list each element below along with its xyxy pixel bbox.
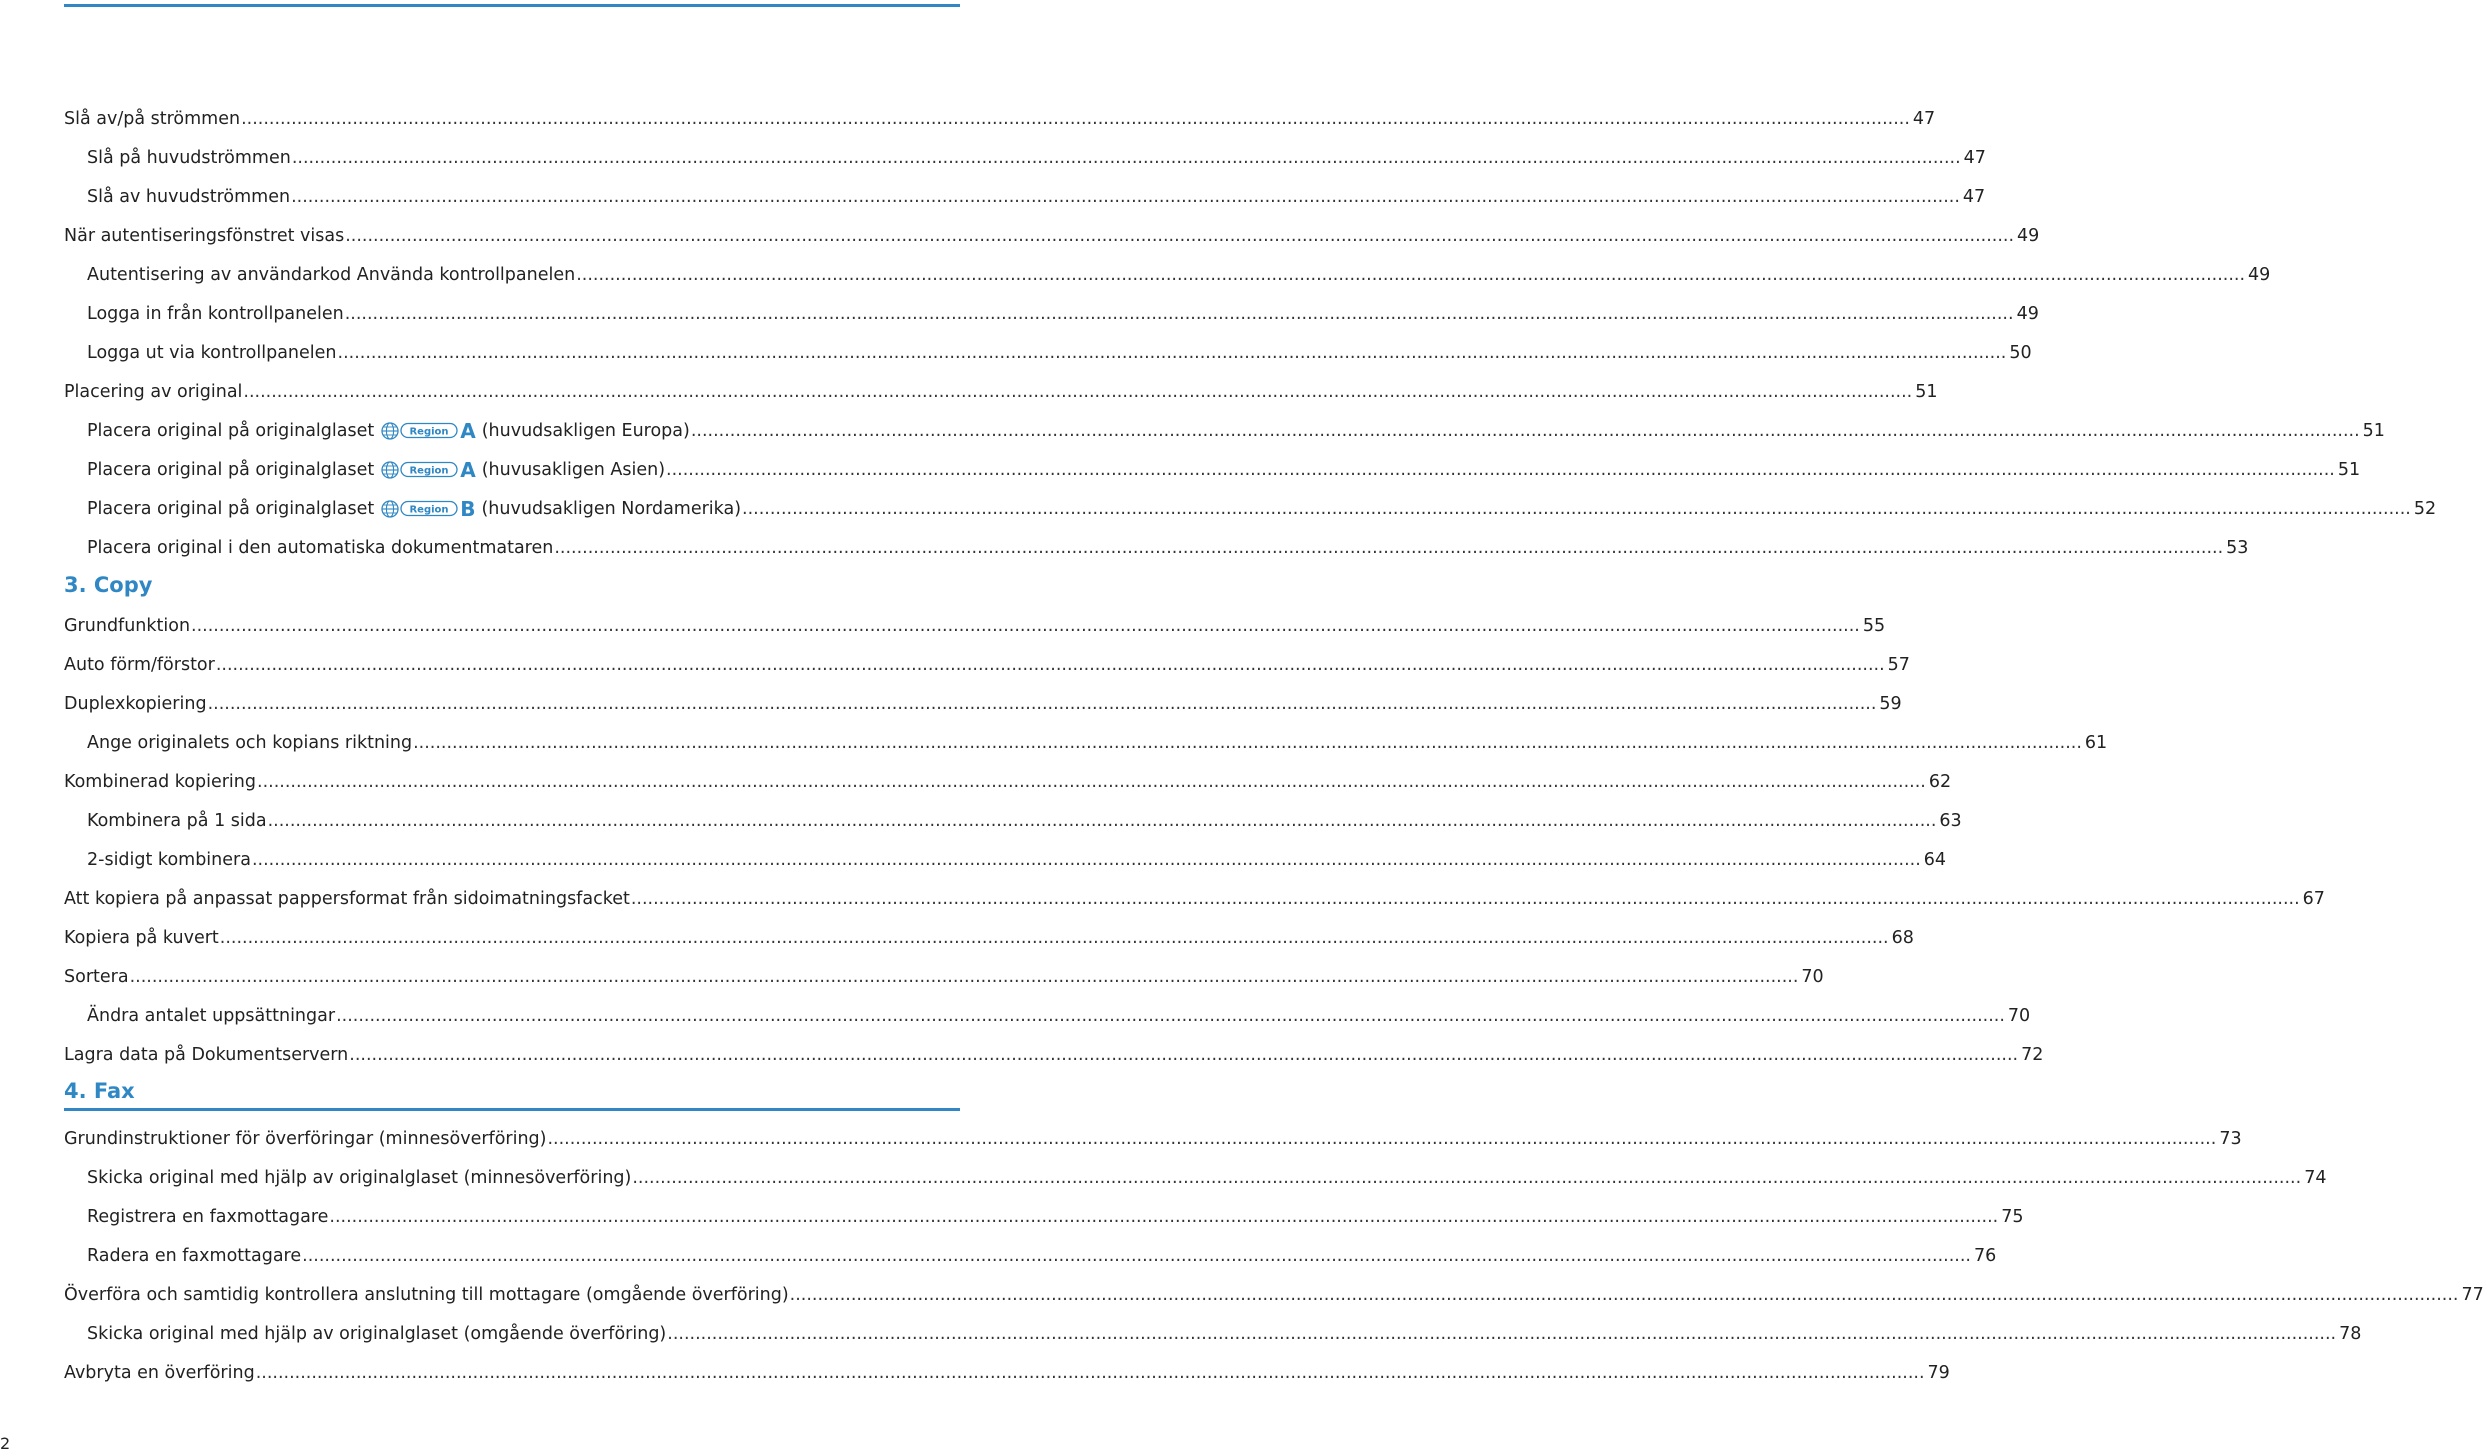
region-letter: B xyxy=(460,497,476,521)
leader-dots: ............................................................................................................................................................................................................................................................................................................ xyxy=(345,226,2015,246)
toc-entry[interactable] xyxy=(64,832,1947,871)
region-qualifier: (huvudsakligen Europa) xyxy=(481,421,690,441)
toc-page-number: 51 xyxy=(2362,421,2385,441)
toc-page-number: 55 xyxy=(1862,616,1886,636)
toc-entry[interactable] xyxy=(64,325,2032,364)
leader-dots: ............................................................................................................................................................................................................................................................................................................ xyxy=(576,265,2246,285)
toc-page-number: 75 xyxy=(2001,1207,2024,1227)
leader-dots: ............................................................................................................................................................................................................................................................................................................ xyxy=(243,382,1913,402)
toc-entry[interactable] xyxy=(64,130,1986,169)
toc-entry[interactable] xyxy=(64,1150,2327,1189)
toc-page-number: 70 xyxy=(1801,967,1824,987)
toc-entry[interactable] xyxy=(64,1306,2362,1345)
toc-entry-label: Lagra data på Dokumentservern xyxy=(64,1045,349,1065)
leader-dots: ............................................................................................................................................................................................................................................................................................................ xyxy=(666,460,2335,480)
leader-dots: ............................................................................................................................................................................................................................................................................................................ xyxy=(349,1045,2019,1065)
toc-entry-label: Ändra antalet uppsättningar xyxy=(87,1006,336,1026)
toc-entry-label: Radera en faxmottagare xyxy=(87,1246,302,1266)
region-b-badge xyxy=(380,498,475,520)
toc-entry-label: Grundinstruktioner för överföringar (minnesöverföring) xyxy=(64,1129,547,1149)
toc-entry-label: Slå av huvudströmmen xyxy=(87,187,291,207)
toc-page-number: 61 xyxy=(2084,733,2108,753)
leader-dots: ............................................................................................................................................................................................................................................................................................................ xyxy=(267,811,1937,831)
globe-icon xyxy=(380,460,460,480)
toc-entry[interactable] xyxy=(64,949,1824,988)
toc-page-number: 77 xyxy=(2461,1285,2484,1305)
toc-entry[interactable] xyxy=(64,247,2271,286)
toc-page-number: 73 xyxy=(2219,1129,2242,1149)
top-rule xyxy=(64,4,960,7)
toc-entry-label-group xyxy=(87,420,690,442)
leader-dots: ............................................................................................................................................................................................................................................................................................................ xyxy=(219,928,1889,948)
leader-dots: ............................................................................................................................................................................................................................................................................................................ xyxy=(207,694,1877,714)
toc-page-number: 72 xyxy=(2021,1045,2044,1065)
toc-entry[interactable] xyxy=(64,637,1910,676)
toc-entry[interactable] xyxy=(64,91,1936,130)
toc-entry[interactable] xyxy=(64,793,1962,832)
leader-dots: ............................................................................................................................................................................................................................................................................................................ xyxy=(667,1324,2337,1344)
toc-entry[interactable] xyxy=(64,715,2108,754)
toc-entry-label: Autentisering av användarkod Använda kontrollpanelen xyxy=(87,265,576,285)
toc-entry-label: Slå av/på strömmen xyxy=(64,109,241,129)
toc-entry[interactable] xyxy=(64,1027,2044,1066)
toc-entry[interactable] xyxy=(64,988,2031,1027)
toc-page-number: 68 xyxy=(1891,928,1914,948)
globe-icon xyxy=(380,421,460,441)
leader-dots: ............................................................................................................................................................................................................................................................................................................ xyxy=(413,733,2082,753)
toc-entry-label: Placera original på originalglaset xyxy=(87,499,375,519)
toc-entry-label: Ange originalets och kopians riktning xyxy=(87,733,413,753)
leader-dots: ............................................................................................................................................................................................................................................................................................................ xyxy=(302,1246,1971,1266)
toc-entry-label: Placera original på originalglaset xyxy=(87,421,375,441)
leader-dots: ............................................................................................................................................................................................................................................................................................................ xyxy=(291,148,1961,168)
toc-page-number: 57 xyxy=(1887,655,1910,675)
toc-entry-label: När autentiseringsfönstret visas xyxy=(64,226,345,246)
region-badge-label: Region xyxy=(409,465,449,477)
toc-entry-label: Duplexkopiering xyxy=(64,694,207,714)
toc-entry[interactable] xyxy=(64,208,2040,247)
chapter-heading-copy[interactable] xyxy=(64,559,957,598)
region-badge-label: Region xyxy=(409,504,449,516)
chapter-heading-fax[interactable] xyxy=(64,1066,957,1111)
toc-page-number: 47 xyxy=(1963,148,1986,168)
toc-entry-label: Placera original på originalglaset xyxy=(87,460,375,480)
toc-page-number: 64 xyxy=(1923,850,1947,870)
region-a-badge xyxy=(380,420,475,442)
leader-dots: ............................................................................................................................................................................................................................................................................................................ xyxy=(632,1168,2302,1188)
toc-entry[interactable] xyxy=(64,481,2437,521)
leader-dots: ............................................................................................................................................................................................................................................................................................................ xyxy=(337,343,2007,363)
page-number: 2 xyxy=(0,1434,11,1453)
toc-page-number: 47 xyxy=(1962,187,1986,207)
toc-page-number: 59 xyxy=(1879,694,1902,714)
toc-entry-label: Kombinera på 1 sida xyxy=(87,811,267,831)
leader-dots: ............................................................................................................................................................................................................................................................................................................ xyxy=(742,499,2411,519)
toc-entry[interactable] xyxy=(64,169,1986,208)
toc-entry-label: Placering av original xyxy=(64,382,243,402)
toc-entry[interactable] xyxy=(64,1228,1997,1267)
region-qualifier: (huvudsakligen Nordamerika) xyxy=(481,499,742,519)
leader-dots: ............................................................................................................................................................................................................................................................................................................ xyxy=(690,421,2360,441)
leader-dots: ............................................................................................................................................................................................................................................................................................................ xyxy=(257,772,1926,792)
toc-entry-label: Avbryta en överföring xyxy=(64,1363,255,1383)
toc-entry-label: Registrera en faxmottagare xyxy=(87,1207,329,1227)
toc-page-number: 79 xyxy=(1927,1363,1950,1383)
leader-dots: ............................................................................................................................................................................................................................................................................................................ xyxy=(336,1006,2005,1026)
chapter-title: 3. Copy xyxy=(64,573,153,597)
leader-dots: ............................................................................................................................................................................................................................................................................................................ xyxy=(329,1207,1999,1227)
leader-dots: ............................................................................................................................................................................................................................................................................................................ xyxy=(191,616,1860,636)
toc-page-number: 53 xyxy=(2226,538,2249,558)
toc-entry[interactable] xyxy=(64,1111,2242,1150)
toc-entry[interactable] xyxy=(64,1267,2484,1306)
leader-dots: ............................................................................................................................................................................................................................................................................................................ xyxy=(789,1285,2459,1305)
leader-dots: ............................................................................................................................................................................................................................................................................................................ xyxy=(291,187,1960,207)
leader-dots: ............................................................................................................................................................................................................................................................................................................ xyxy=(255,1363,1925,1383)
toc-entry[interactable] xyxy=(64,910,1914,949)
leader-dots: ............................................................................................................................................................................................................................................................................................................ xyxy=(554,538,2224,558)
toc-page-number: 49 xyxy=(2016,304,2039,324)
toc-page-number: 49 xyxy=(2017,226,2040,246)
toc-entry-label: Slå på huvudströmmen xyxy=(87,148,291,168)
region-letter: A xyxy=(460,419,476,443)
toc-entry-label: Placera original i den automatiska dokumentmataren xyxy=(87,538,554,558)
toc-page-number: 51 xyxy=(1915,382,1938,402)
toc-page-number: 50 xyxy=(2009,343,2032,363)
region-badge-label: Region xyxy=(409,426,449,438)
toc-entry-label: Logga ut via kontrollpanelen xyxy=(87,343,337,363)
toc-page-number: 70 xyxy=(2007,1006,2031,1026)
toc-entry[interactable] xyxy=(64,676,1902,715)
toc-page-number: 62 xyxy=(1928,772,1952,792)
toc-page-number: 49 xyxy=(2248,265,2271,285)
toc-entry-label-group xyxy=(87,498,741,520)
toc-entry-label: Skicka original med hjälp av originalglaset (omgående överföring) xyxy=(87,1324,667,1344)
region-qualifier: (huvusakligen Asien) xyxy=(481,460,666,480)
leader-dots: ............................................................................................................................................................................................................................................................................................................ xyxy=(215,655,1885,675)
toc-entry[interactable] xyxy=(64,598,1886,637)
table-of-contents xyxy=(64,91,2484,1384)
toc-page-number: 76 xyxy=(1973,1246,1997,1266)
toc-page-number: 74 xyxy=(2304,1168,2327,1188)
toc-entry-label: Överföra och samtidig kontrollera anslutning till mottagare (omgående överföring) xyxy=(64,1285,789,1305)
leader-dots: ............................................................................................................................................................................................................................................................................................................ xyxy=(344,304,2014,324)
toc-entry-label: Att kopiera på anpassat pappersformat från sidoimatningsfacket xyxy=(64,889,630,909)
toc-page-number: 63 xyxy=(1939,811,1962,831)
toc-entry-label: Grundfunktion xyxy=(64,616,191,636)
toc-entry-label: Skicka original med hjälp av originalglaset (minnesöverföring) xyxy=(87,1168,632,1188)
toc-page-number: 51 xyxy=(2337,460,2361,480)
toc-entry-label: Sortera xyxy=(64,967,129,987)
toc-entry-label-group xyxy=(87,459,665,481)
leader-dots: ............................................................................................................................................................................................................................................................................................................ xyxy=(129,967,1799,987)
toc-entry-label: Kopiera på kuvert xyxy=(64,928,219,948)
toc-entry-label: Logga in från kontrollpanelen xyxy=(87,304,344,324)
toc-entry-label: 2-sidigt kombinera xyxy=(87,850,251,870)
leader-dots: ............................................................................................................................................................................................................................................................................................................ xyxy=(547,1129,2217,1149)
toc-page-number: 67 xyxy=(2302,889,2325,909)
leader-dots: ............................................................................................................................................................................................................................................................................................................ xyxy=(241,109,1910,129)
toc-entry[interactable] xyxy=(64,754,1952,793)
leader-dots: ............................................................................................................................................................................................................................................................................................................ xyxy=(251,850,1921,870)
toc-entry[interactable] xyxy=(64,1189,2024,1228)
toc-entry[interactable] xyxy=(64,286,2039,325)
chapter-title: 4. Fax xyxy=(64,1079,135,1103)
toc-entry[interactable] xyxy=(64,871,2325,910)
toc-entry-label: Kombinerad kopiering xyxy=(64,772,256,792)
toc-entry[interactable] xyxy=(64,1345,1950,1384)
region-a-badge xyxy=(380,459,475,481)
toc-entry[interactable] xyxy=(64,403,2385,443)
toc-page-number: 78 xyxy=(2339,1324,2362,1344)
region-letter: A xyxy=(460,458,476,482)
toc-entry[interactable] xyxy=(64,364,1938,403)
toc-entry[interactable] xyxy=(64,442,2361,482)
toc-page-number: 52 xyxy=(2413,499,2437,519)
globe-icon xyxy=(380,499,460,519)
leader-dots: ............................................................................................................................................................................................................................................................................................................ xyxy=(630,889,2300,909)
toc-page-number: 47 xyxy=(1912,109,1936,129)
toc-entry-label: Auto förm/förstor xyxy=(64,655,215,675)
toc-entry[interactable] xyxy=(64,520,2249,559)
